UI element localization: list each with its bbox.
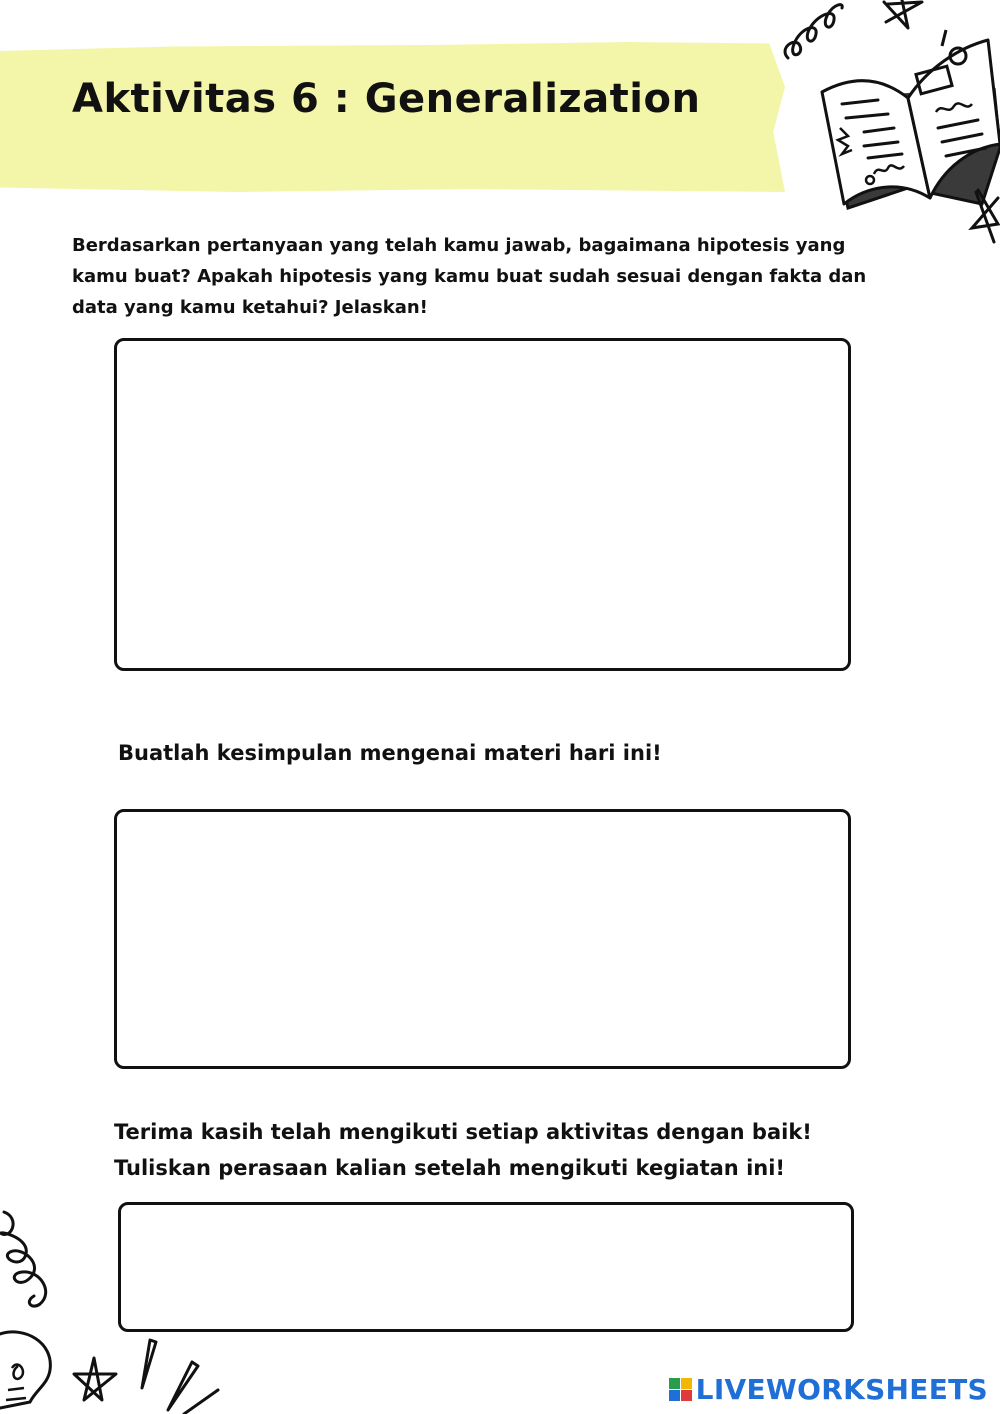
question-3-prompt [114, 1114, 812, 1186]
lightbulb-doodle-icon [0, 1328, 60, 1414]
spiral-doodle-icon [0, 1208, 60, 1312]
answer-box-3[interactable] [118, 1202, 854, 1332]
answer-box-1[interactable] [114, 338, 851, 671]
star-doodle-icon [968, 188, 1000, 244]
star-doodle-icon [70, 1356, 120, 1406]
liveworksheets-logo-icon [669, 1378, 692, 1401]
brand-name: LIVEWORKSHEETS [695, 1373, 988, 1406]
spark-lines-doodle-icon [134, 1336, 224, 1414]
answer-box-2[interactable] [114, 809, 851, 1069]
question-3-line-1: Terima kasih telah mengikuti setiap aktivitas dengan baik! [114, 1120, 812, 1144]
page-title: Aktivitas 6 : Generalization [72, 76, 701, 122]
question-3-line-2: Tuliskan perasaan kalian setelah mengikuti kegiatan ini! [114, 1156, 785, 1180]
liveworksheets-brand[interactable] [669, 1373, 988, 1406]
question-1-prompt: Berdasarkan pertanyaan yang telah kamu jawab, bagaimana hipotesis yang kamu buat? Apakah hipotesis yang kamu buat sudah sesuai dengan fakta dan data yang kamu ketahui? Jelaskan! [72, 235, 867, 318]
question-2-prompt: Buatlah kesimpulan mengenai materi hari ini! [118, 741, 662, 765]
